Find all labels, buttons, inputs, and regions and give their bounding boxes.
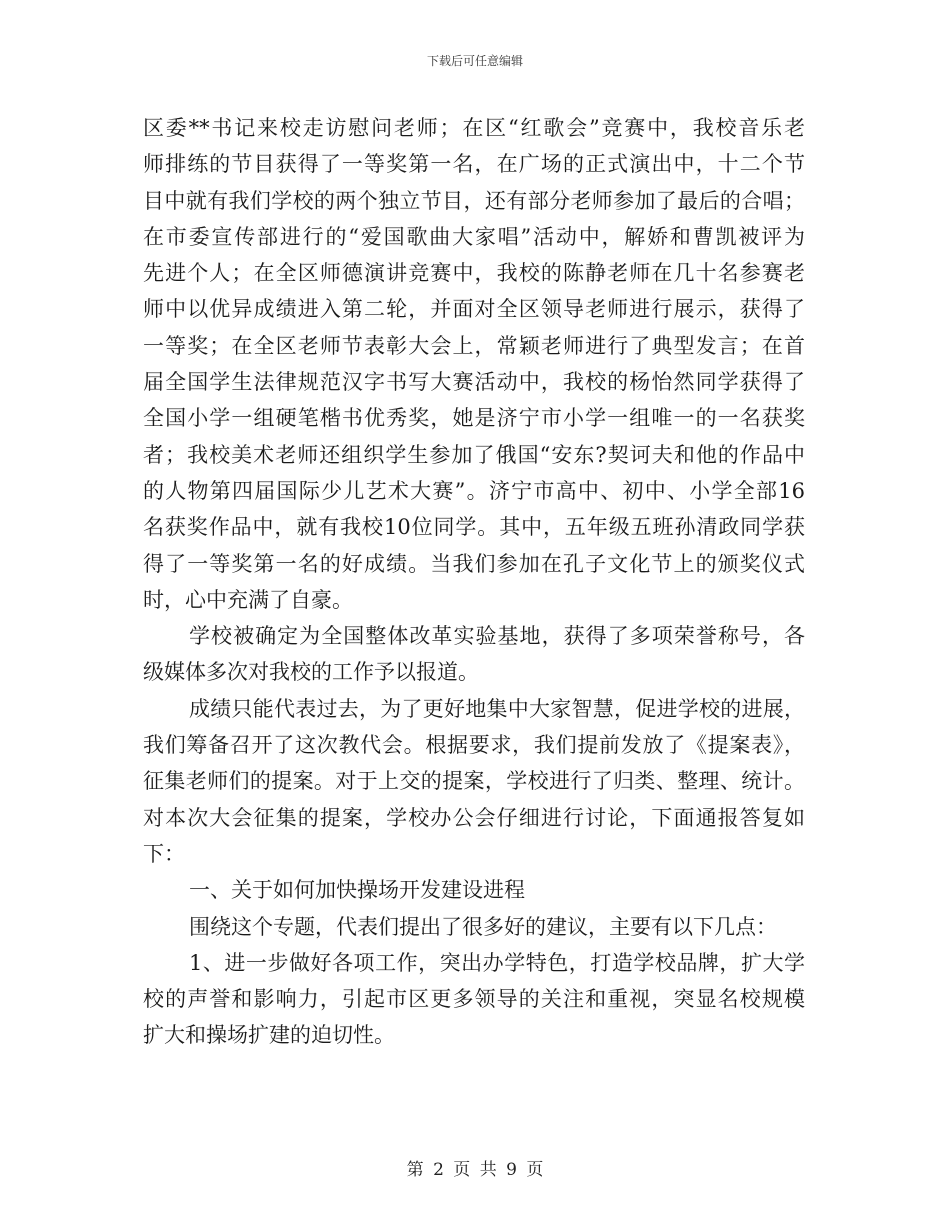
- text-line: 得了一等奖第一名的好成绩。当我们参加在孔子文化节上的颁奖仪式: [143, 551, 805, 576]
- text-line: 征集老师们的提案。对于上交的提案，学校进行了归类、整理、统计。: [143, 769, 805, 794]
- text-line: 目中就有我们学校的两个独立节目，还有部分老师参加了最后的合唱；: [143, 188, 805, 213]
- text-line: 下：: [143, 841, 185, 866]
- paragraph-first-line: 成绩只能代表过去，为了更好地集中大家智慧，促进学校的进展，: [189, 696, 805, 721]
- document-body: [143, 110, 805, 1054]
- text-line: 区委**书记来校走访慰问老师；在区“红歌会”竞赛中，我校音乐老: [143, 116, 805, 140]
- text-line: 在市委宣传部进行的“爱国歌曲大家唱”活动中，解娇和曹凯被评为: [143, 224, 805, 249]
- text-line: 的人物第四届国际少儿艺术大赛”。济宁市高中、初中、小学全部16: [143, 478, 805, 503]
- paragraph-first-line: 学校被确定为全国整体改革实验基地，获得了多项荣誉称号，各: [189, 624, 805, 649]
- text-line: 校的声誉和影响力，引起市区更多领导的关注和重视，突显名校规模: [143, 987, 805, 1012]
- text-line: 名获奖作品中，就有我校10位同学。其中，五年级五班孙清政同学获: [143, 515, 805, 540]
- text-line: 师中以优异成绩进入第二轮，并面对全区领导老师进行展示，获得了: [143, 297, 805, 322]
- text-line: 师排练的节目获得了一等奖第一名，在广场的正式演出中，十二个节: [143, 152, 805, 177]
- text-line: 级媒体多次对我校的工作予以报道。: [143, 660, 479, 685]
- text-line: 先进个人；在全区师德演讲竞赛中，我校的陈静老师在几十名参赛老: [143, 261, 805, 286]
- text-line: 扩大和操场扩建的迫切性。: [143, 1023, 395, 1048]
- text-line: 时，心中充满了自豪。: [143, 587, 353, 612]
- text-line: 我们筹备召开了这次教代会。根据要求，我们提前发放了《提案表》，: [143, 733, 805, 758]
- text-line: 届全国学生法律规范汉字书写大赛活动中，我校的杨怡然同学获得了: [143, 370, 805, 395]
- paragraph-first-line: 围绕这个专题，代表们提出了很多好的建议，主要有以下几点：: [189, 914, 777, 939]
- text-line: 全国小学一组硬笔楷书优秀奖，她是济宁市小学一组唯一的一名获奖: [143, 406, 805, 431]
- text-line: 对本次大会征集的提案，学校办公会仔细进行讨论，下面通报答复如: [143, 805, 805, 830]
- list-item-first-line: 1、进一步做好各项工作，突出办学特色，打造学校品牌，扩大学: [189, 950, 805, 975]
- text-line: 者；我校美术老师还组织学生参加了俄国“安东?契诃夫和他的作品中: [143, 442, 805, 467]
- section-heading: 一、关于如何加快操场开发建设进程: [189, 878, 525, 903]
- text-line: 一等奖；在全区老师节表彰大会上，常颖老师进行了典型发言；在首: [143, 333, 805, 358]
- page-footer: 第 2 页 共 9 页: [406, 1160, 544, 1180]
- page-header: 下载后可任意编辑: [426, 54, 523, 68]
